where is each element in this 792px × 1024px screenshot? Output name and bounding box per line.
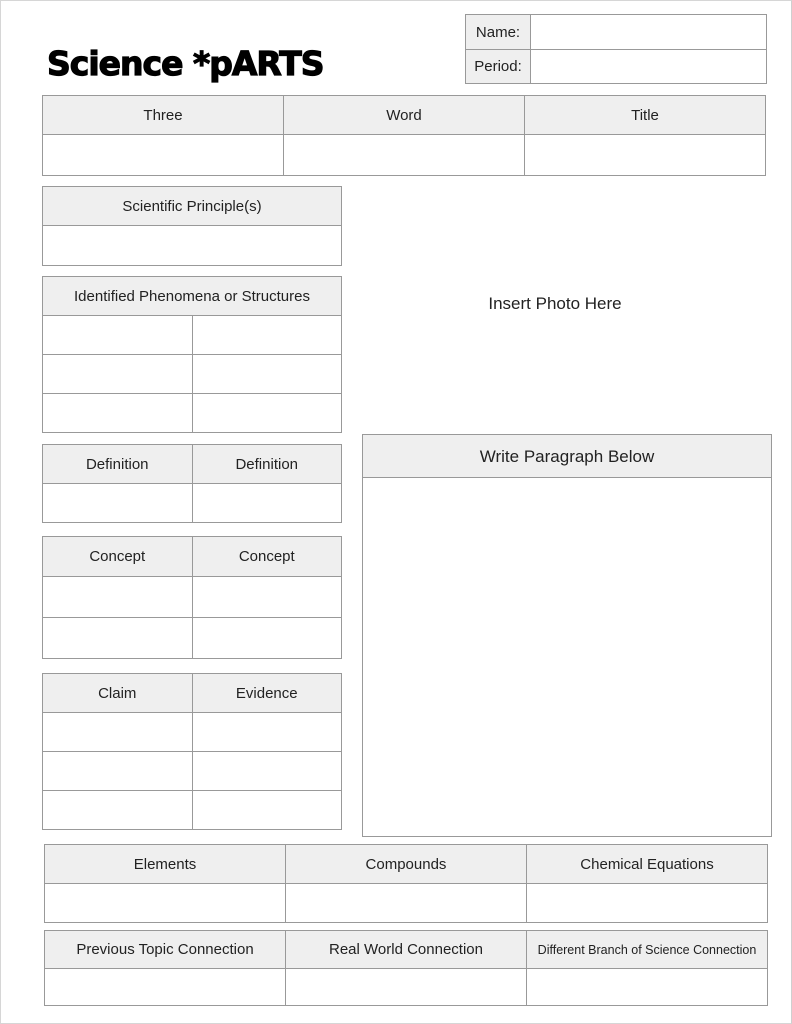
concept-field[interactable]: [43, 577, 193, 618]
concept-header: Concept: [43, 537, 193, 577]
name-label: Name:: [466, 15, 531, 50]
three-word-title-table: [42, 95, 766, 176]
photo-placeholder[interactable]: Insert Photo Here: [488, 294, 622, 313]
concept-field[interactable]: [43, 618, 193, 659]
concept-field[interactable]: [192, 577, 342, 618]
claim-field[interactable]: [43, 713, 193, 752]
concept-header: Concept: [192, 537, 342, 577]
phenomena-table: [42, 276, 342, 433]
chemistry-table: [44, 844, 768, 923]
definition-header: Definition: [43, 445, 193, 484]
paragraph-field[interactable]: [363, 478, 771, 836]
name-period-table: [465, 14, 767, 84]
phenomena-field[interactable]: [192, 394, 342, 433]
header-three: Three: [43, 96, 284, 135]
scientific-principles-header: Scientific Principle(s): [43, 187, 342, 226]
definition-header: Definition: [192, 445, 342, 484]
different-branch-connection-header: Different Branch of Science Connection: [527, 931, 768, 969]
chemical-equations-field[interactable]: [527, 884, 768, 923]
claim-field[interactable]: [43, 791, 193, 830]
claim-evidence-table: [42, 673, 342, 830]
elements-field[interactable]: [45, 884, 286, 923]
evidence-field[interactable]: [192, 752, 342, 791]
previous-topic-connection-header: Previous Topic Connection: [45, 931, 286, 969]
definitions-table: [42, 444, 342, 523]
name-field[interactable]: [531, 15, 767, 50]
header-word: Word: [284, 96, 525, 135]
real-world-connection-field[interactable]: [286, 969, 527, 1006]
evidence-field[interactable]: [192, 791, 342, 830]
compounds-header: Compounds: [286, 845, 527, 884]
claim-field[interactable]: [43, 752, 193, 791]
phenomena-field[interactable]: [43, 394, 193, 433]
compounds-field[interactable]: [286, 884, 527, 923]
word-field[interactable]: [284, 135, 525, 176]
page-title: Science *pARTS: [47, 44, 324, 83]
scientific-principles-table: [42, 186, 342, 266]
phenomena-field[interactable]: [192, 355, 342, 394]
claim-header: Claim: [43, 674, 193, 713]
three-field[interactable]: [43, 135, 284, 176]
evidence-field[interactable]: [192, 713, 342, 752]
title-field[interactable]: [525, 135, 766, 176]
header-title: Title: [525, 96, 766, 135]
period-field[interactable]: [531, 50, 767, 84]
paragraph-box: [362, 434, 772, 837]
definition-field[interactable]: [43, 484, 193, 523]
chemical-equations-header: Chemical Equations: [527, 845, 768, 884]
phenomena-field[interactable]: [43, 355, 193, 394]
phenomena-header: Identified Phenomena or Structures: [43, 277, 342, 316]
scientific-principles-field[interactable]: [43, 226, 342, 266]
phenomena-field[interactable]: [192, 316, 342, 355]
phenomena-field[interactable]: [43, 316, 193, 355]
period-label: Period:: [466, 50, 531, 84]
paragraph-header: Write Paragraph Below: [363, 435, 771, 478]
connections-table: [44, 930, 768, 1006]
different-branch-connection-field[interactable]: [527, 969, 768, 1006]
previous-topic-connection-field[interactable]: [45, 969, 286, 1006]
definition-field[interactable]: [192, 484, 342, 523]
evidence-header: Evidence: [192, 674, 342, 713]
concept-field[interactable]: [192, 618, 342, 659]
real-world-connection-header: Real World Connection: [286, 931, 527, 969]
elements-header: Elements: [45, 845, 286, 884]
concepts-table: [42, 536, 342, 659]
